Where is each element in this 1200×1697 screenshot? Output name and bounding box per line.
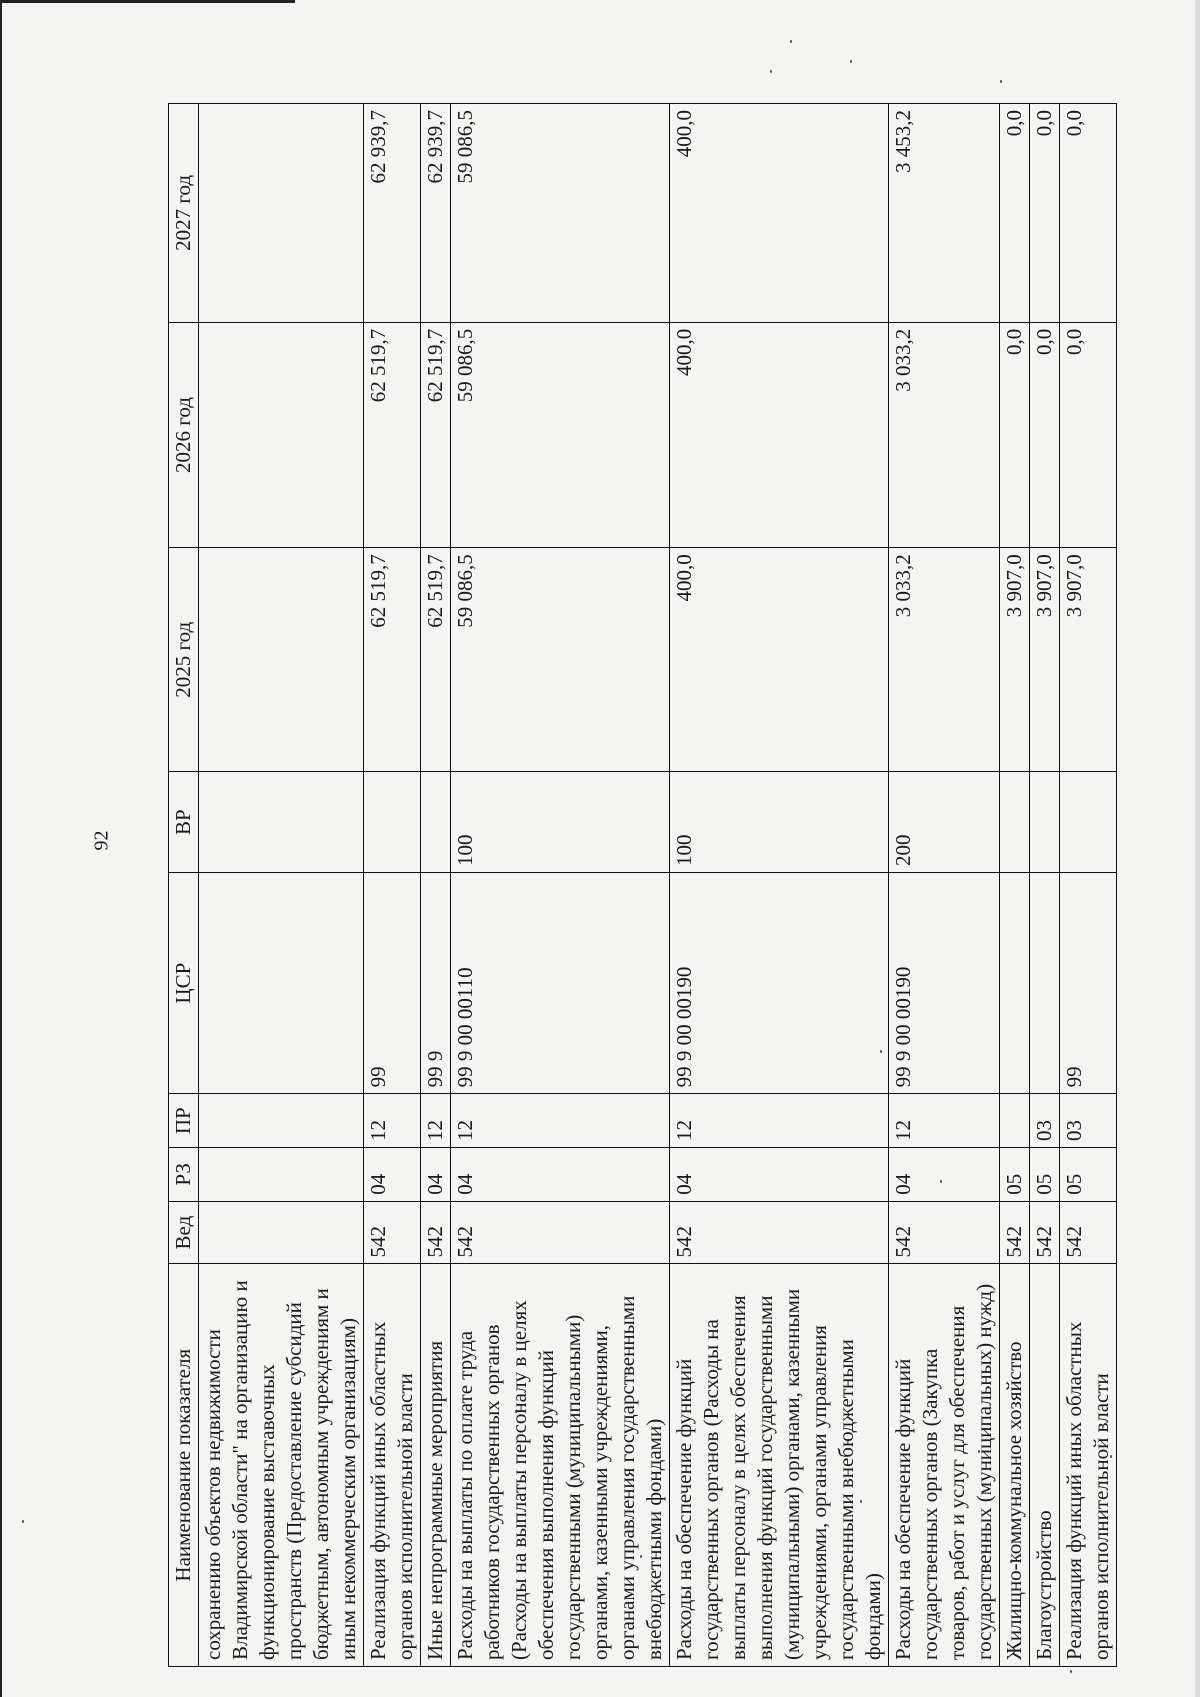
cell-csr <box>1000 872 1030 1093</box>
cell-vr <box>1000 772 1030 873</box>
cell-y2026: 400,0 <box>670 322 889 547</box>
cell-rz <box>199 1148 364 1202</box>
cell-y2027 <box>199 104 364 323</box>
cell-y2027: 0,0 <box>1000 104 1030 323</box>
cell-name: Благоустройство <box>1030 1264 1060 1667</box>
cell-csr: 99 9 00 00110 <box>451 872 670 1093</box>
cell-pr: 12 <box>670 1094 889 1148</box>
budget-table <box>168 103 1117 1667</box>
cell-vr <box>1030 772 1060 873</box>
cell-ved: 542 <box>364 1201 421 1264</box>
cell-y2025 <box>199 548 364 772</box>
cell-ved: 542 <box>451 1201 670 1264</box>
table-body <box>199 104 1117 1667</box>
cell-y2026: 0,0 <box>1030 322 1060 547</box>
speck <box>22 1520 24 1523</box>
cell-y2027: 62 939,7 <box>364 104 421 323</box>
table-row <box>199 104 364 1667</box>
budget-table-container <box>168 103 1200 1667</box>
cell-ved: 542 <box>421 1201 451 1264</box>
cell-y2025: 3 907,0 <box>1030 548 1060 772</box>
col-header-rz: РЗ <box>169 1148 199 1202</box>
cell-name: Расходы на обеспечение функций государственных органов (Закупка товаров, работ и услуг для обеспечения государственных (муниципальных) нужд) <box>889 1264 1000 1667</box>
cell-ved: 542 <box>889 1201 1000 1264</box>
speck <box>850 60 852 63</box>
cell-csr: 99 <box>364 872 421 1093</box>
cell-name: Реализация функций иных областных органов исполнительной власти <box>364 1264 421 1667</box>
cell-y2026: 62 519,7 <box>364 322 421 547</box>
cell-y2027: 400,0 <box>670 104 889 323</box>
cell-name: сохранению объектов недвижимости Владимирской области" на организацию и функционирование выставочных пространств (Предоставление субсидий бюджетным, автономным учреждениям и иным некоммерческим организациям) <box>199 1264 364 1667</box>
table-row <box>364 104 421 1667</box>
cell-y2026: 0,0 <box>1060 322 1117 547</box>
col-header-ved: Вед <box>169 1201 199 1264</box>
cell-vr: 100 <box>670 772 889 873</box>
cell-vr <box>199 772 364 873</box>
cell-rz: 05 <box>1060 1148 1117 1202</box>
cell-y2025: 59 086,5 <box>451 548 670 772</box>
cell-csr: 99 9 00 00190 <box>670 872 889 1093</box>
speck <box>770 70 772 73</box>
cell-rz: 05 <box>1030 1148 1060 1202</box>
cell-vr <box>421 772 451 873</box>
cell-y2026: 59 086,5 <box>451 322 670 547</box>
cell-pr: 03 <box>1060 1094 1117 1148</box>
cell-y2027: 3 453,2 <box>889 104 1000 323</box>
cell-pr: 12 <box>364 1094 421 1148</box>
cell-pr <box>199 1094 364 1148</box>
table-row <box>1000 104 1030 1667</box>
cell-pr: 12 <box>451 1094 670 1148</box>
cell-rz: 04 <box>451 1148 670 1202</box>
cell-vr <box>364 772 421 873</box>
cell-ved: 542 <box>1000 1201 1030 1264</box>
cell-y2025: 62 519,7 <box>421 548 451 772</box>
cell-y2026: 62 519,7 <box>421 322 451 547</box>
cell-y2027: 0,0 <box>1060 104 1117 323</box>
cell-y2025: 3 033,2 <box>889 548 1000 772</box>
col-header-2026: 2026 год <box>169 322 199 547</box>
cell-name: Реализация функций иных областных органов исполнительной власти <box>1060 1264 1117 1667</box>
cell-y2025: 3 907,0 <box>1000 548 1030 772</box>
table-row <box>889 104 1000 1667</box>
col-header-vr: ВР <box>169 772 199 873</box>
table-row <box>1030 104 1060 1667</box>
cell-csr: 99 9 <box>421 872 451 1093</box>
cell-csr <box>1030 872 1060 1093</box>
col-header-name: Наименование показателя <box>169 1264 199 1667</box>
cell-y2025: 3 907,0 <box>1060 548 1117 772</box>
cell-ved: 542 <box>1030 1201 1060 1264</box>
cell-pr: 03 <box>1030 1094 1060 1148</box>
speck <box>1000 80 1002 83</box>
cell-vr: 100 <box>451 772 670 873</box>
col-header-pr: ПР <box>169 1094 199 1148</box>
cell-rz: 05 <box>1000 1148 1030 1202</box>
col-header-2027: 2027 год <box>169 104 199 323</box>
cell-y2025: 62 519,7 <box>364 548 421 772</box>
cell-rz: 04 <box>670 1148 889 1202</box>
cell-name: Жилищно-коммунальное хозяйство <box>1000 1264 1030 1667</box>
cell-name: Расходы на обеспечение функций государственных органов (Расходы на выплаты персоналу в целях обеспечения выполнения функций государственными (муниципальными) органами, казенными учреждениями, органами управления государственными внебюджетными фондами) <box>670 1264 889 1667</box>
cell-y2027: 62 939,7 <box>421 104 451 323</box>
table-row <box>421 104 451 1667</box>
cell-pr: 12 <box>889 1094 1000 1148</box>
cell-vr <box>1060 772 1117 873</box>
cell-pr: 12 <box>421 1094 451 1148</box>
cell-csr <box>199 872 364 1093</box>
cell-pr <box>1000 1094 1030 1148</box>
cell-csr: 99 9 00 00190 <box>889 872 1000 1093</box>
table-header-row <box>169 104 199 1667</box>
cell-y2025: 400,0 <box>670 548 889 772</box>
cell-rz: 04 <box>364 1148 421 1202</box>
cell-vr: 200 <box>889 772 1000 873</box>
speck <box>790 40 792 43</box>
speck <box>1070 1670 1072 1673</box>
cell-y2027: 0,0 <box>1030 104 1060 323</box>
cell-ved: 542 <box>670 1201 889 1264</box>
page-number: 92 <box>90 830 113 851</box>
scan-edge-top <box>0 0 295 3</box>
cell-name: Иные непрограммные мероприятия <box>421 1264 451 1667</box>
cell-y2026: 3 033,2 <box>889 322 1000 547</box>
scan-edge-left <box>0 0 2 1697</box>
table-row <box>451 104 670 1667</box>
cell-rz: 04 <box>889 1148 1000 1202</box>
cell-ved <box>199 1201 364 1264</box>
cell-y2027: 59 086,5 <box>451 104 670 323</box>
col-header-2025: 2025 год <box>169 548 199 772</box>
cell-name: Расходы на выплаты по оплате труда работников государственных органов (Расходы на выплаты персоналу в целях обеспечения выполнения функций государственными (муниципальными) органами, казенными учреждениями, органами управления государственными внебюджетными фондами) <box>451 1264 670 1667</box>
cell-rz: 04 <box>421 1148 451 1202</box>
cell-csr: 99 <box>1060 872 1117 1093</box>
cell-y2026: 0,0 <box>1000 322 1030 547</box>
col-header-csr: ЦСР <box>169 872 199 1093</box>
cell-y2026 <box>199 322 364 547</box>
cell-ved: 542 <box>1060 1201 1117 1264</box>
table-row <box>1060 104 1117 1667</box>
table-row <box>670 104 889 1667</box>
